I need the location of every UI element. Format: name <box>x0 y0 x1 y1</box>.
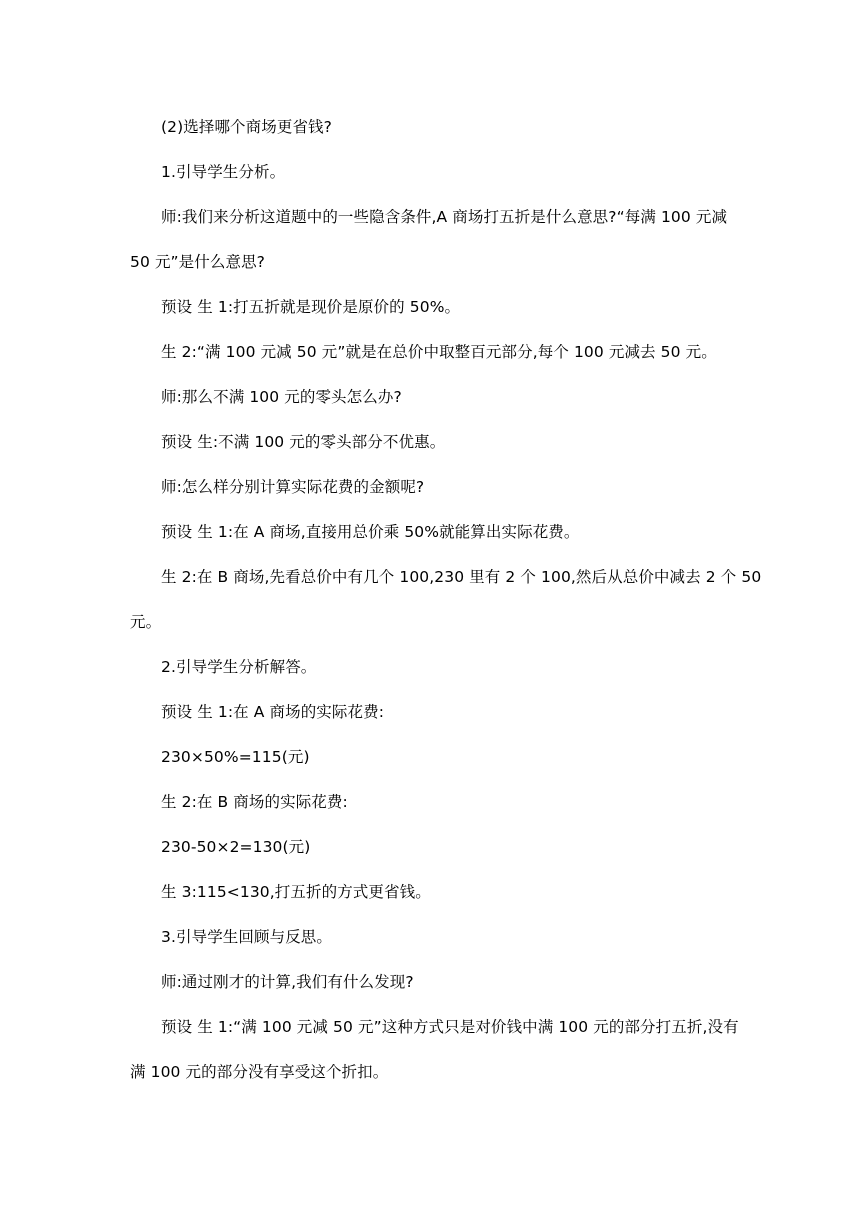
paragraph-line: 预设 生 1:“满 100 元减 50 元”这种方式只是对价钱中满 100 元的部分打五折,没有 <box>161 1018 739 1036</box>
paragraph-line: 元。 <box>130 613 162 631</box>
paragraph-line: 50 元”是什么意思? <box>130 253 266 271</box>
step-heading: 3.引导学生回顾与反思。 <box>161 928 332 946</box>
paragraph-line: 满 100 元的部分没有享受这个折扣。 <box>130 1063 389 1081</box>
formula-line: 230×50%=115(元) <box>161 748 310 766</box>
paragraph-line: 预设 生 1:在 A 商场的实际花费: <box>161 703 385 721</box>
paragraph-line: 师:通过刚才的计算,我们有什么发现? <box>161 973 414 991</box>
paragraph-line: 预设 生 1:在 A 商场,直接用总价乘 50%就能算出实际花费。 <box>161 523 580 541</box>
formula-line: 230-50×2=130(元) <box>161 838 311 856</box>
paragraph-line: 师:那么不满 100 元的零头怎么办? <box>161 388 402 406</box>
paragraph-line: 生 2:在 B 商场的实际花费: <box>161 793 348 811</box>
step-heading: 2.引导学生分析解答。 <box>161 658 317 676</box>
paragraph-line: 生 2:“满 100 元减 50 元”就是在总价中取整百元部分,每个 100 元减去 50 元。 <box>161 343 717 361</box>
paragraph-line: 师:我们来分析这道题中的一些隐含条件,A 商场打五折是什么意思?“每满 100 元减 <box>161 208 728 226</box>
paragraph-line: 生 2:在 B 商场,先看总价中有几个 100,230 里有 2 个 100,然后从总价中减去 2 个 50 <box>161 568 762 586</box>
step-heading: 1.引导学生分析。 <box>161 163 286 181</box>
paragraph-line: 预设 生 1:打五折就是现价是原价的 50%。 <box>161 298 461 316</box>
paragraph-line: 预设 生:不满 100 元的零头部分不优惠。 <box>161 433 446 451</box>
question-heading: (2)选择哪个商场更省钱? <box>161 118 332 136</box>
paragraph-line: 师:怎么样分别计算实际花费的金额呢? <box>161 478 425 496</box>
paragraph-line: 生 3:115<130,打五折的方式更省钱。 <box>161 883 431 901</box>
